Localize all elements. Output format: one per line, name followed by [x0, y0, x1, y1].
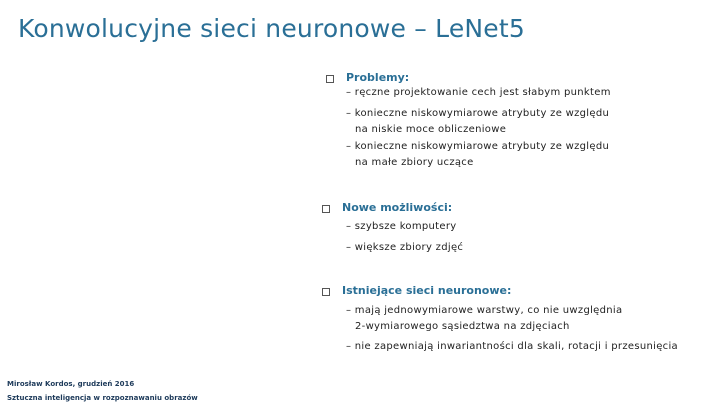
item-text-continued: 2-wymiarowego sąsiedztwa na zdjęciach: [355, 321, 570, 332]
item-text-continued: na małe zbiory uczące: [355, 157, 474, 168]
list-item: [346, 85, 611, 101]
section-heading: Nowe możliwości:: [342, 201, 453, 214]
footer-author: Mirosław Kordos, grudzień 2016: [7, 380, 135, 388]
square-bullet-icon: [322, 205, 330, 213]
footer-course: Sztuczna inteligencja w rozpoznawaniu obrazów: [7, 394, 198, 402]
list-item: [346, 240, 463, 256]
section-heading: Problemy:: [346, 71, 410, 84]
list-item: [346, 139, 609, 171]
square-bullet-icon: [326, 75, 334, 83]
section-heading: Istniejące sieci neuronowe:: [342, 284, 512, 297]
list-item: [346, 303, 622, 335]
item-text: – mają jednowymiarowe warstwy, co nie uwzględnia: [346, 305, 623, 316]
list-item: [346, 339, 678, 355]
item-text: – konieczne niskowymiarowe atrybuty ze względu: [346, 108, 610, 119]
list-item: [346, 106, 609, 138]
square-bullet-icon: [322, 288, 330, 296]
item-text: – nie zapewniają inwariantności dla skali, rotacji i przesunięcia: [346, 341, 678, 352]
item-text-continued: na niskie moce obliczeniowe: [355, 124, 507, 135]
item-text: – konieczne niskowymiarowe atrybuty ze względu: [346, 141, 610, 152]
item-text: – szybsze komputery: [346, 221, 457, 232]
item-text: – ręczne projektowanie cech jest słabym punktem: [346, 87, 611, 98]
slide-title: Konwolucyjne sieci neuronowe – LeNet5: [18, 14, 525, 43]
item-text: – większe zbiory zdjęć: [346, 242, 464, 253]
list-item: [346, 219, 456, 235]
